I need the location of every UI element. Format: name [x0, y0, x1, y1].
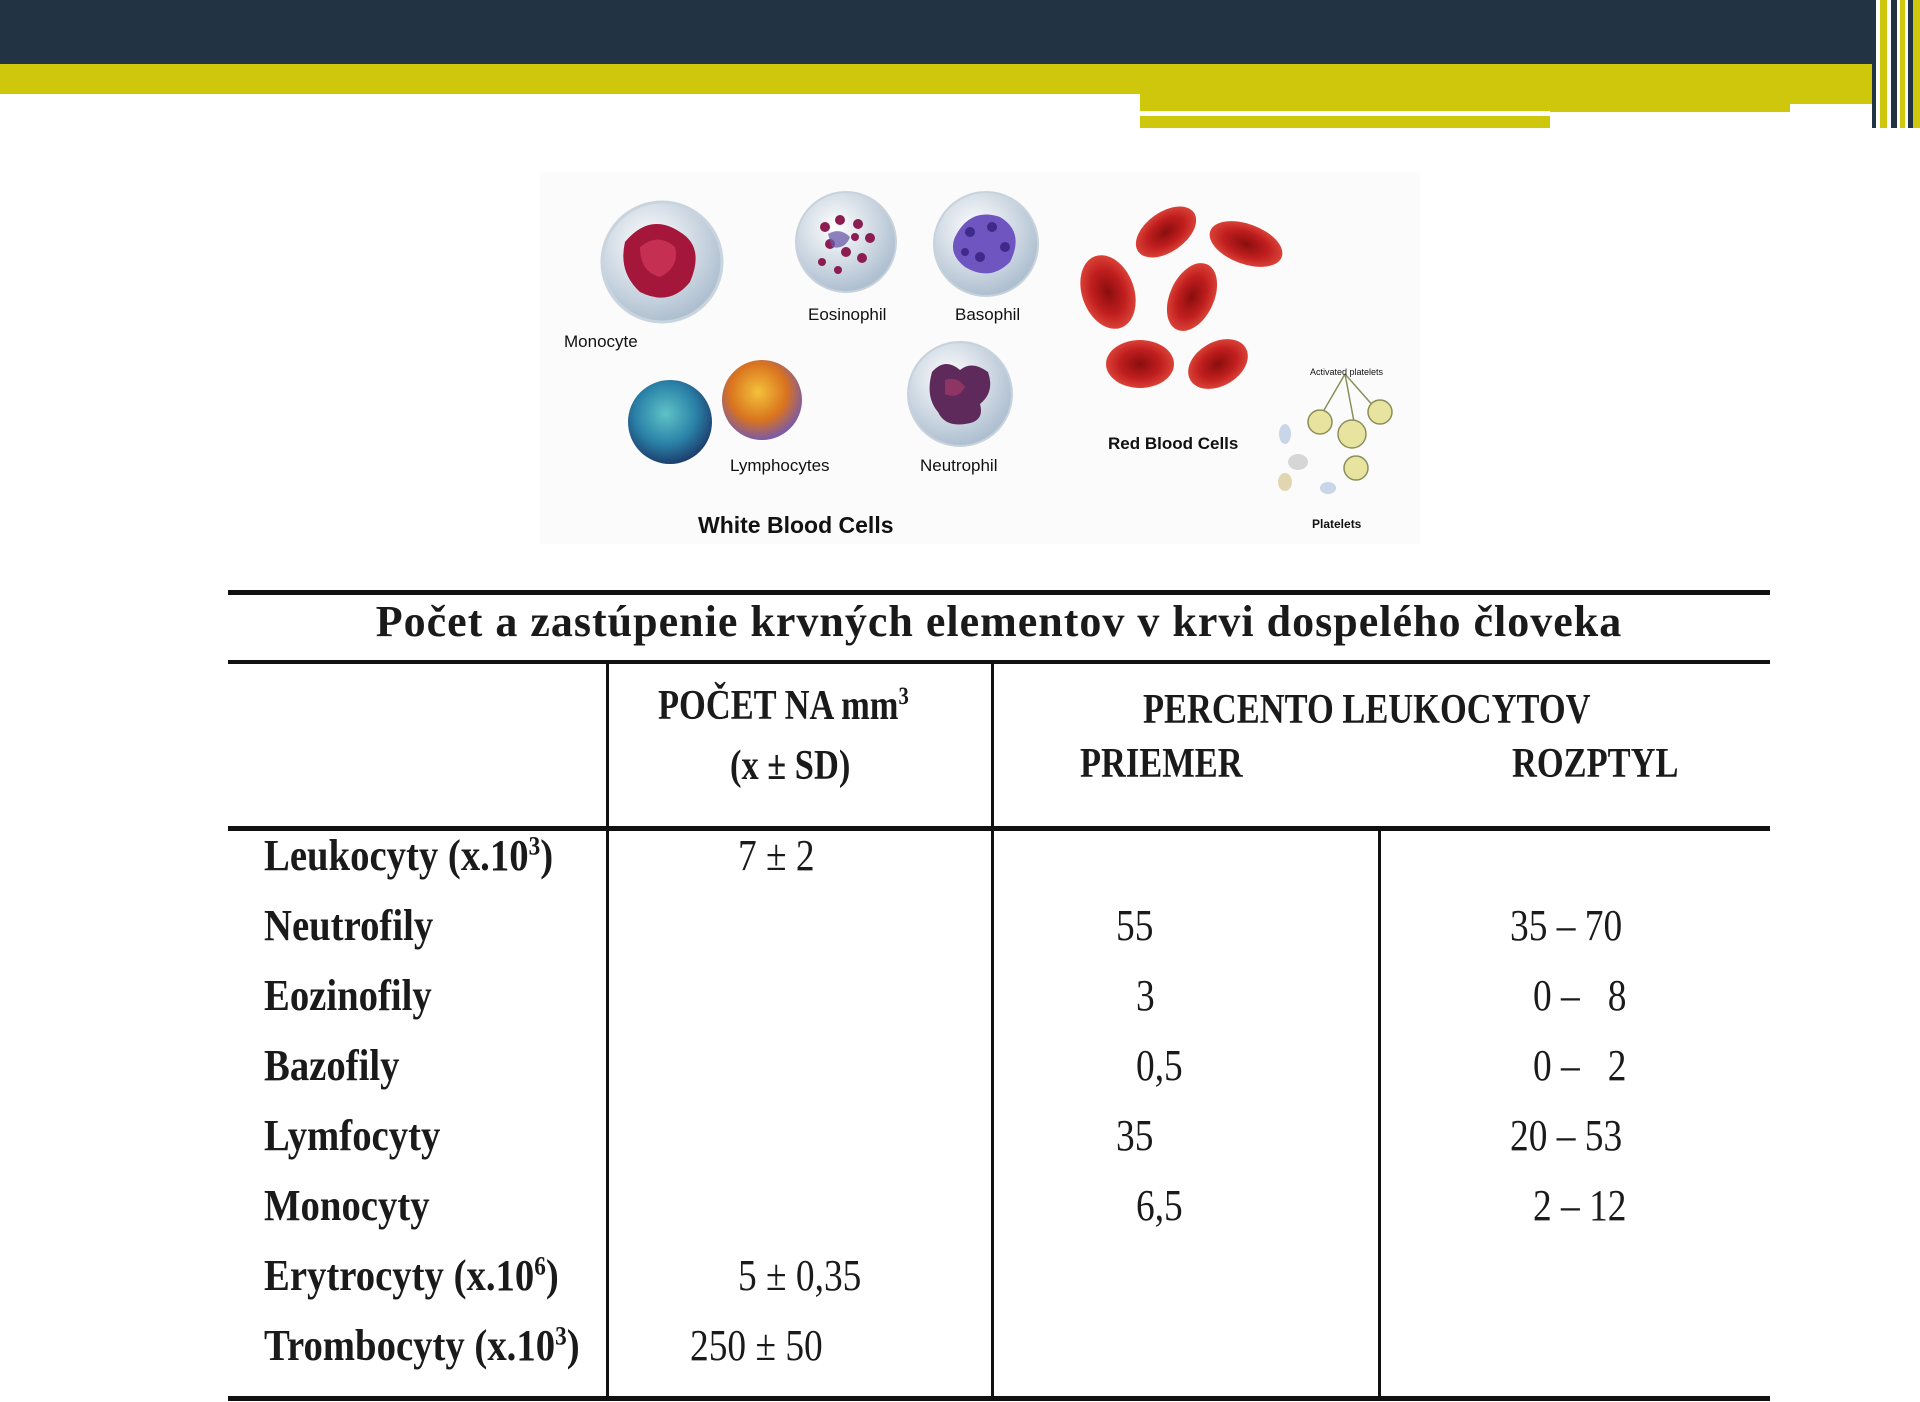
monocyte-label: Monocyte — [564, 332, 638, 351]
activated-platelets-label: Activated platelets — [1310, 367, 1384, 377]
header-count-sd: (x ± SD) — [730, 743, 851, 789]
row-label-neutrofily: Neutrofily — [264, 901, 434, 950]
cell-range-monocyty: 2 – 12 — [1533, 1181, 1627, 1230]
cell-mean-neutrofily: 55 — [1116, 901, 1154, 950]
header-accent-step — [1140, 94, 1872, 104]
header-mean: PRIEMER — [1080, 741, 1243, 787]
table-top-rule — [228, 590, 1770, 595]
row-label-suffix: ) — [545, 1251, 559, 1300]
cell-range-eozinofily: 0 – 8 — [1533, 971, 1627, 1020]
cell-range-lymfocyty: 20 – 53 — [1510, 1111, 1623, 1160]
corner-stripes — [1872, 0, 1920, 128]
header-bar — [0, 0, 1872, 64]
header-range: ROZPTYL — [1512, 741, 1679, 787]
row-label-suffix: ) — [540, 831, 554, 880]
cell-mean-bazofily: 0,5 — [1136, 1041, 1183, 1090]
table-col-divider — [1378, 830, 1381, 1398]
platelets-label: Platelets — [1312, 517, 1362, 531]
cell-mean-eozinofily: 3 — [1136, 971, 1155, 1020]
blood-cells-illustration — [540, 172, 1420, 544]
header-percent: PERCENTO LEUKOCYTOV — [1143, 687, 1591, 733]
eosinophil-label: Eosinophil — [808, 305, 887, 324]
row-label-monocyty: Monocyty — [264, 1181, 430, 1230]
red-blood-cells — [1071, 196, 1289, 399]
table-title: Počet a zastúpenie krvných elementov v krvi dospelého človeka — [375, 597, 1623, 646]
header-count-text: POČET NA mm — [658, 683, 899, 729]
header-accent-bar — [0, 64, 1872, 94]
table-title-rule — [228, 660, 1770, 664]
cell-count-leukocyty: 7 ± 2 — [738, 831, 815, 880]
neutrophil-cell — [908, 342, 1012, 446]
row-label-erytrocyty — [264, 1250, 559, 1301]
row-label-text: Erytrocyty (x.10 — [264, 1251, 535, 1300]
table-col-divider — [606, 662, 609, 1398]
cell-mean-monocyty: 6,5 — [1136, 1181, 1183, 1230]
row-label-leukocyty — [264, 830, 553, 881]
header-accent-step — [1140, 116, 1550, 128]
row-label-bazofily: Bazofily — [264, 1041, 400, 1090]
cell-mean-lymfocyty: 35 — [1116, 1111, 1154, 1160]
monocyte-cell — [602, 202, 722, 322]
eosinophil-cell — [796, 192, 896, 292]
cell-range-bazofily: 0 – 2 — [1533, 1041, 1627, 1090]
blood-cells-figure — [540, 172, 1420, 544]
lymphocytes-label: Lymphocytes — [730, 456, 830, 475]
header-count — [658, 682, 909, 730]
row-label-lymfocyty: Lymfocyty — [264, 1111, 441, 1160]
row-label-sup: 3 — [555, 1320, 567, 1351]
table-col-divider — [991, 662, 994, 1398]
cell-count-erytrocyty: 5 ± 0,35 — [738, 1251, 862, 1300]
row-label-eozinofily: Eozinofily — [264, 971, 432, 1020]
white-blood-cells-label: White Blood Cells — [698, 512, 894, 538]
cell-count-trombocyty: 250 ± 50 — [690, 1321, 823, 1370]
header-count-sup: 3 — [898, 683, 909, 710]
row-label-text: Leukocyty (x.10 — [264, 831, 529, 880]
cell-range-neutrofily: 35 – 70 — [1510, 901, 1623, 950]
row-label-trombocyty — [264, 1320, 580, 1371]
red-blood-cells-label: Red Blood Cells — [1108, 434, 1239, 453]
basophil-cell — [934, 192, 1038, 296]
table-bottom-rule — [228, 1396, 1770, 1401]
lymphocyte-cells — [628, 360, 802, 464]
row-label-suffix: ) — [566, 1321, 580, 1370]
basophil-label: Basophil — [955, 305, 1021, 324]
blood-elements-table — [228, 590, 1770, 1402]
row-label-sup: 3 — [528, 830, 541, 861]
neutrophil-label: Neutrophil — [920, 456, 998, 475]
row-label-text: Trombocyty (x.10 — [264, 1321, 556, 1370]
platelets — [1278, 374, 1392, 494]
row-label-sup: 6 — [534, 1250, 546, 1281]
